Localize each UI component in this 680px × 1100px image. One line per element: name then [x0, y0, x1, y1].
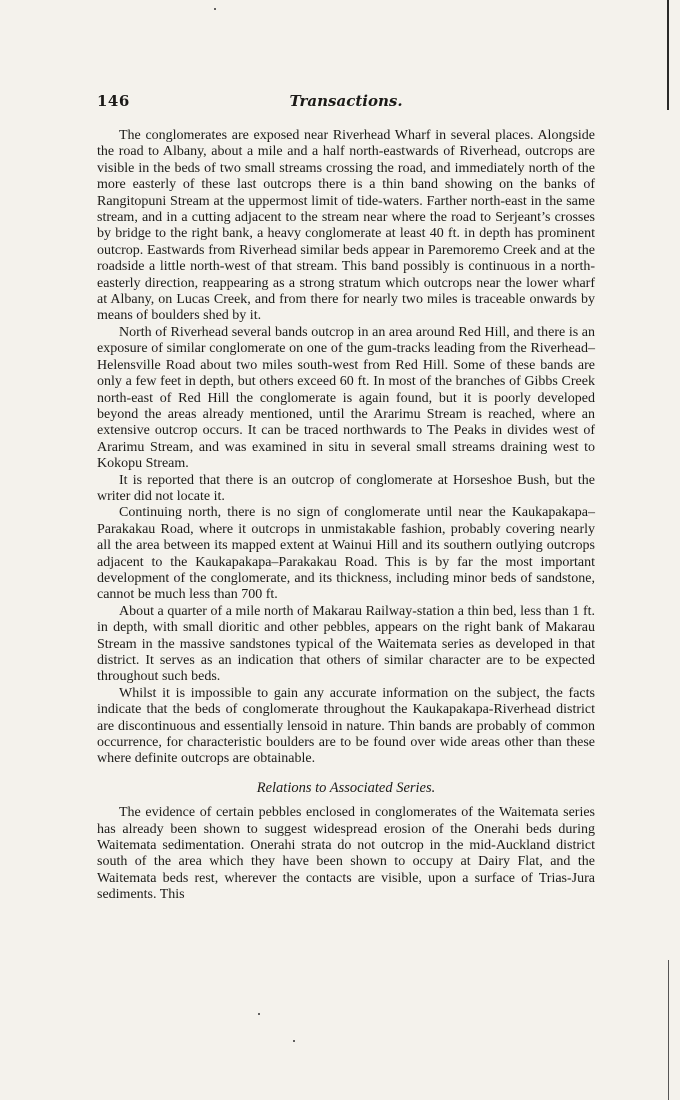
paragraph: Continuing north, there is no sign of conglomerate until near the Kaukapakapa–Parakakau Road, where it outcrops in unmistakable fashion, probably covering nearly all the area between its mapped extent at Wainui Hill and its southern outlying outcrops adjacent to the Kaukapakapa–Parakakau Road. This is by far the most important development of the conglomerate, and its thickness, including minor beds of sandstone, cannot be much less than 700 ft. — [97, 505, 595, 603]
page-number: 146 — [97, 92, 130, 110]
paragraph: Whilst it is impossible to gain any accurate information on the subject, the facts indicate that the beds of conglomerate throughout the Kaukapakapa-Riverhead district are discontinuous and essentially lensoid in nature. Thin bands are probably of common occurrence, for characteristic boulders are to be found over wide areas other than these where definite outcrops are obtainable. — [97, 685, 595, 767]
page-edge-shadow — [667, 0, 669, 110]
running-title: Transactions. — [289, 92, 403, 110]
page-header — [97, 92, 595, 112]
body-text — [97, 128, 595, 904]
scan-speck — [293, 1040, 295, 1042]
section-heading: Relations to Associated Series. — [256, 779, 436, 796]
paragraph: The evidence of certain pebbles enclosed in conglomerates of the Waitemata series has already been shown to suggest widespread erosion of the Onerahi beds during Waitemata sedimentation. Onerahi strata do not outcrop in the mid-Auckland district south of the area which they have been shown to occupy at Dairy Flat, and the Waitemata beds rest, wherever the contacts are visible, upon a surface of Trias-Jura sediments. This — [97, 805, 595, 903]
paragraph: It is reported that there is an outcrop of conglomerate at Horseshoe Bush, but the writer did not locate it. — [97, 472, 595, 504]
paragraph: About a quarter of a mile north of Makarau Railway-station a thin bed, less than 1 ft. in depth, with small dioritic and other pebbles, appears on the right bank of Makarau Stream in the massive sandstones typical of the Waitemata series as developed in that district. It serves as an indication that others of similar character are to be expected throughout such beds. — [97, 603, 595, 685]
paragraph: North of Riverhead several bands outcrop in an area around Red Hill, and there is an exposure of similar conglomerate on one of the gum-tracks leading from the Riverhead–Helensville Road about two miles south-west from Red Hill. Some of these bands are only a few feet in depth, but others exceed 60 ft. In most of the branches of Gibbs Creek north-east of Red Hill the conglomerate is again found, but it is poorly developed beyond the areas already mentioned, until the Ararimu Stream is reached, where an extensive outcrop occurs. It can be traced northwards to The Peaks in divides west of Ararimu Stream, and was examined in situ in several small streams draining west to Kokopu Stream. — [97, 324, 595, 472]
scan-speck — [214, 8, 216, 10]
page-edge-shadow — [668, 960, 669, 1100]
scan-speck — [258, 1013, 260, 1015]
paragraph: The conglomerates are exposed near Riverhead Wharf in several places. Alongside the road to Albany, about a mile and a half north-eastwards of Riverhead, outcrops are visible in the beds of two small streams crossing the road, and immediately north of the more easterly of these last outcrops there is a thin band showing on the banks of Rangitopuni Stream at the uppermost limit of tide-waters. Farther north-east in the same stream, and in a cutting adjacent to the stream near where the road to Serjeant’s crosses by bridge to the right bank, a heavy conglomerate at least 40 ft. in depth has prominent outcrop. Eastwards from Riverhead similar beds appear in Paremoremo Creek and at the roadside a little north-west of that stream. This band possibly is continuous in a north-easterly direction, reappearing as a strong stratum which outcrops near the lower wharf at Albany, on Lucas Creek, and from there for nearly two miles is traceable onwards by means of boulders shed by it. — [97, 128, 595, 324]
